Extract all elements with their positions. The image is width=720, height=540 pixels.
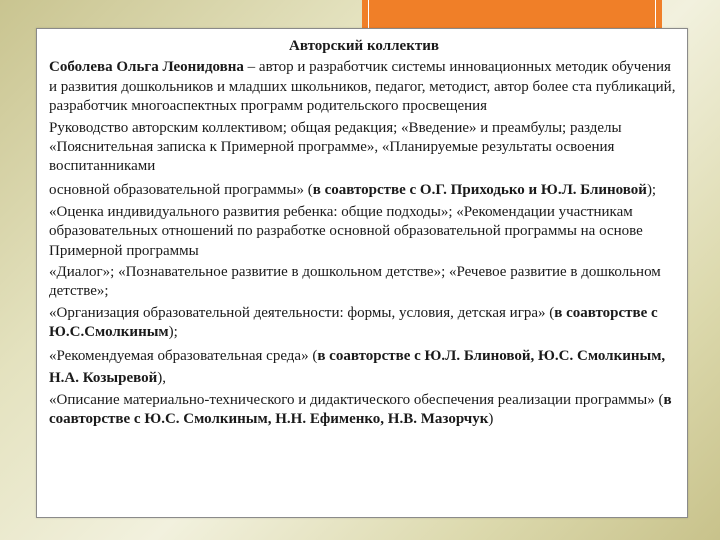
paragraph-text: «Рекомендуемая образовательная среда» ( bbox=[49, 347, 318, 364]
slide-title: Авторский коллектив bbox=[289, 38, 439, 54]
paragraph-end: ); bbox=[646, 181, 657, 198]
content-panel bbox=[36, 28, 688, 518]
paragraph-author bbox=[49, 58, 679, 116]
slide-text bbox=[49, 37, 679, 432]
paragraph-text: «Организация образовательной деятельности: формы, условия, детская игра» ( bbox=[49, 304, 555, 321]
coauthor-names: в соавторстве с Ю.Л. Блиновой, Ю.С. Смолкиным, Н.А. Козыревой bbox=[49, 347, 666, 386]
coauthor-names: в соавторстве с Ю.С.Смолкиным bbox=[49, 304, 658, 341]
paragraph-end: ), bbox=[157, 369, 167, 386]
author-name: Соболева Ольга Леонидовна bbox=[49, 59, 244, 76]
paragraph-dialog: «Диалог»; «Познавательное развитие в дошкольном детстве»; «Речевое развитие в дошкольном детстве»; bbox=[49, 264, 661, 300]
paragraph-coauthors-3 bbox=[49, 345, 679, 389]
paragraph-assessment: «Оценка индивидуального развития ребенка: общие подходы»; «Рекомендации участникам образовательных отношений по разработке основной образовательной программы на основе Примерной программы bbox=[49, 203, 643, 259]
paragraph-text: основной образовательной программы» ( bbox=[49, 181, 313, 198]
paragraph-text: «Описание материально-технического и дидактического обеспечения реализации программы» ( bbox=[49, 391, 664, 408]
paragraph-end: ); bbox=[168, 324, 178, 341]
paragraph-coauthors-1 bbox=[49, 179, 679, 201]
paragraph-leadership: Руководство авторским коллективом; общая редакция; «Введение» и преамбулы; разделы «Пояснительная записка к Примерной программе», «Планируемые результаты освоения воспитанниками bbox=[49, 119, 622, 175]
author-description: – автор и разработчик системы инновационных методик обучения и развития дошкольников и младших школьников, педагог, методист, автор более ста публикаций, разработчик многоаспектных программ родительского просвещения bbox=[49, 59, 676, 115]
paragraph-end: ) bbox=[488, 411, 494, 428]
paragraph-coauthors-2 bbox=[49, 304, 679, 343]
coauthor-names: в соавторстве с Ю.С. Смолкиным, Н.Н. Ефименко, Н.В. Мазорчук bbox=[49, 391, 672, 428]
paragraph-coauthors-4 bbox=[49, 391, 679, 430]
coauthor-names: в соавторстве с О.Г. Приходько и Ю.Л. Блиновой bbox=[312, 181, 647, 198]
